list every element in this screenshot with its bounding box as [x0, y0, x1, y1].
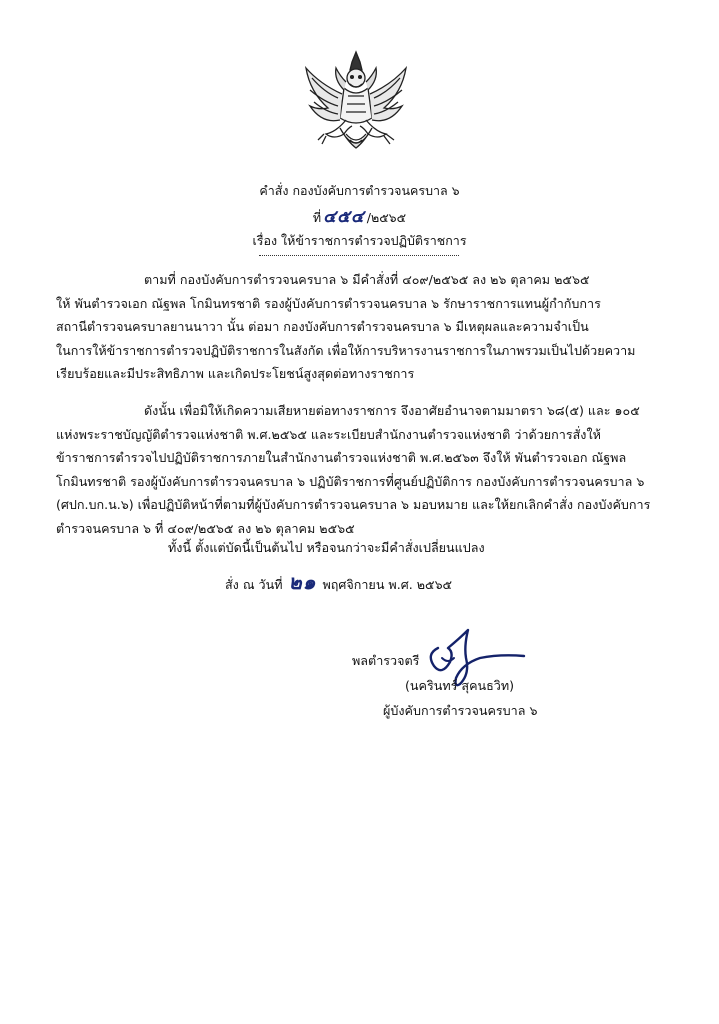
- order-number: [0, 203, 719, 230]
- paragraph-2-line: ดังนั้น เพื่อมิให้เกิดความเสียหายต่อทางราชการ จึงอาศัยอำนาจตามมาตรา ๖๘(๕) และ ๑๐๕: [144, 403, 640, 418]
- paragraph-1-line: ตามที่ กองบังคับการตำรวจนครบาล ๖ มีคำสั่งที่ ๔๐๙/๒๕๖๕ ลง ๒๖ ตุลาคม ๒๕๖๕: [144, 272, 590, 287]
- paragraph-1-line: ให้ พันตำรวจเอก ณัฐพล โกมินทรชาติ รองผู้บังคับการตำรวจนครบาล ๖ รักษาราชการแทนผู้กำกับการ: [56, 295, 601, 311]
- paragraph-2: [56, 399, 676, 540]
- garuda-emblem-icon: [300, 48, 413, 160]
- paragraph-2-line: โกมินทรชาติ รองผู้บังคับการตำรวจนครบาล ๖ ปฏิบัติราชการที่ศูนย์ปฏิบัติการ กองบังคับการตำรวจนครบาล ๖: [56, 473, 645, 489]
- divider-dotted-line: [259, 255, 459, 256]
- signer-rank: พลตำรวจตรี: [352, 653, 420, 668]
- order-date: [225, 566, 452, 598]
- order-title: คำสั่ง กองบังคับการตำรวจนครบาล ๖: [259, 183, 460, 198]
- paragraph-2-line: ข้าราชการตำรวจไปปฏิบัติราชการภายในสำนักงานตำรวจแห่งชาติ พ.ศ.๒๕๖๓ จึงให้ พันตำรวจเอก ณัฐพล: [56, 450, 627, 465]
- paragraph-1-line: สถานีตำรวจนครบาลยานนาวา นั้น ต่อมา กองบังคับการตำรวจนครบาล ๖ มีเหตุผลและความจำเป็น: [56, 319, 589, 334]
- order-number-handwritten: ๔๕๔: [323, 207, 365, 227]
- order-subject: เรื่อง ให้ข้าราชการตำรวจปฏิบัติราชการ: [252, 233, 467, 248]
- signer-position: ผู้บังคับการตำรวจนครบาล ๖: [383, 703, 538, 718]
- order-date-prefix: สั่ง ณ วันที่: [225, 577, 283, 592]
- order-number-suffix: /๒๕๖๕: [366, 210, 407, 225]
- order-number-prefix: ที่: [312, 210, 322, 225]
- paragraph-1: [56, 268, 676, 386]
- paragraph-2-line: (ศปก.บก.น.๖) เพื่อปฏิบัติหน้าที่ตามที่ผู้บังคับการตำรวจนครบาล ๖ มอบหมาย และให้ยกเลิกคำสั่ง กองบังคับการ: [56, 497, 651, 512]
- paragraph-2-line: แห่งพระราชบัญญัติตำรวจแห่งชาติ พ.ศ.๒๕๖๕ และระเบียบสำนักงานตำรวจแห่งชาติ ว่าด้วยการสั่งให้: [56, 426, 601, 442]
- order-date-month-year: พฤศจิกายน พ.ศ. ๒๕๖๕: [322, 577, 453, 592]
- closing-clause: ทั้งนี้ ตั้งแต่บัดนี้เป็นต้นไป หรือจนกว่าจะมีคำสั่งเปลี่ยนแปลง: [168, 540, 485, 555]
- paragraph-2-line: ตำรวจนครบาล ๖ ที่ ๔๐๙/๒๕๖๕ ลง ๒๖ ตุลาคม ๒๕๖๕: [56, 520, 355, 536]
- paragraph-1-line: เรียบร้อยและมีประสิทธิภาพ และเกิดประโยชน์สูงสุดต่อทางราชการ: [56, 366, 415, 381]
- order-date-day-handwritten: ๒๑: [288, 570, 317, 594]
- signer-name: (นครินทร์ สุคนธวิท): [405, 678, 515, 693]
- paragraph-1-line: ในการให้ข้าราชการตำรวจปฏิบัติราชการในสังกัด เพื่อให้การบริหารงานราชการในภาพรวมเป็นไปด้วยความ: [56, 342, 636, 358]
